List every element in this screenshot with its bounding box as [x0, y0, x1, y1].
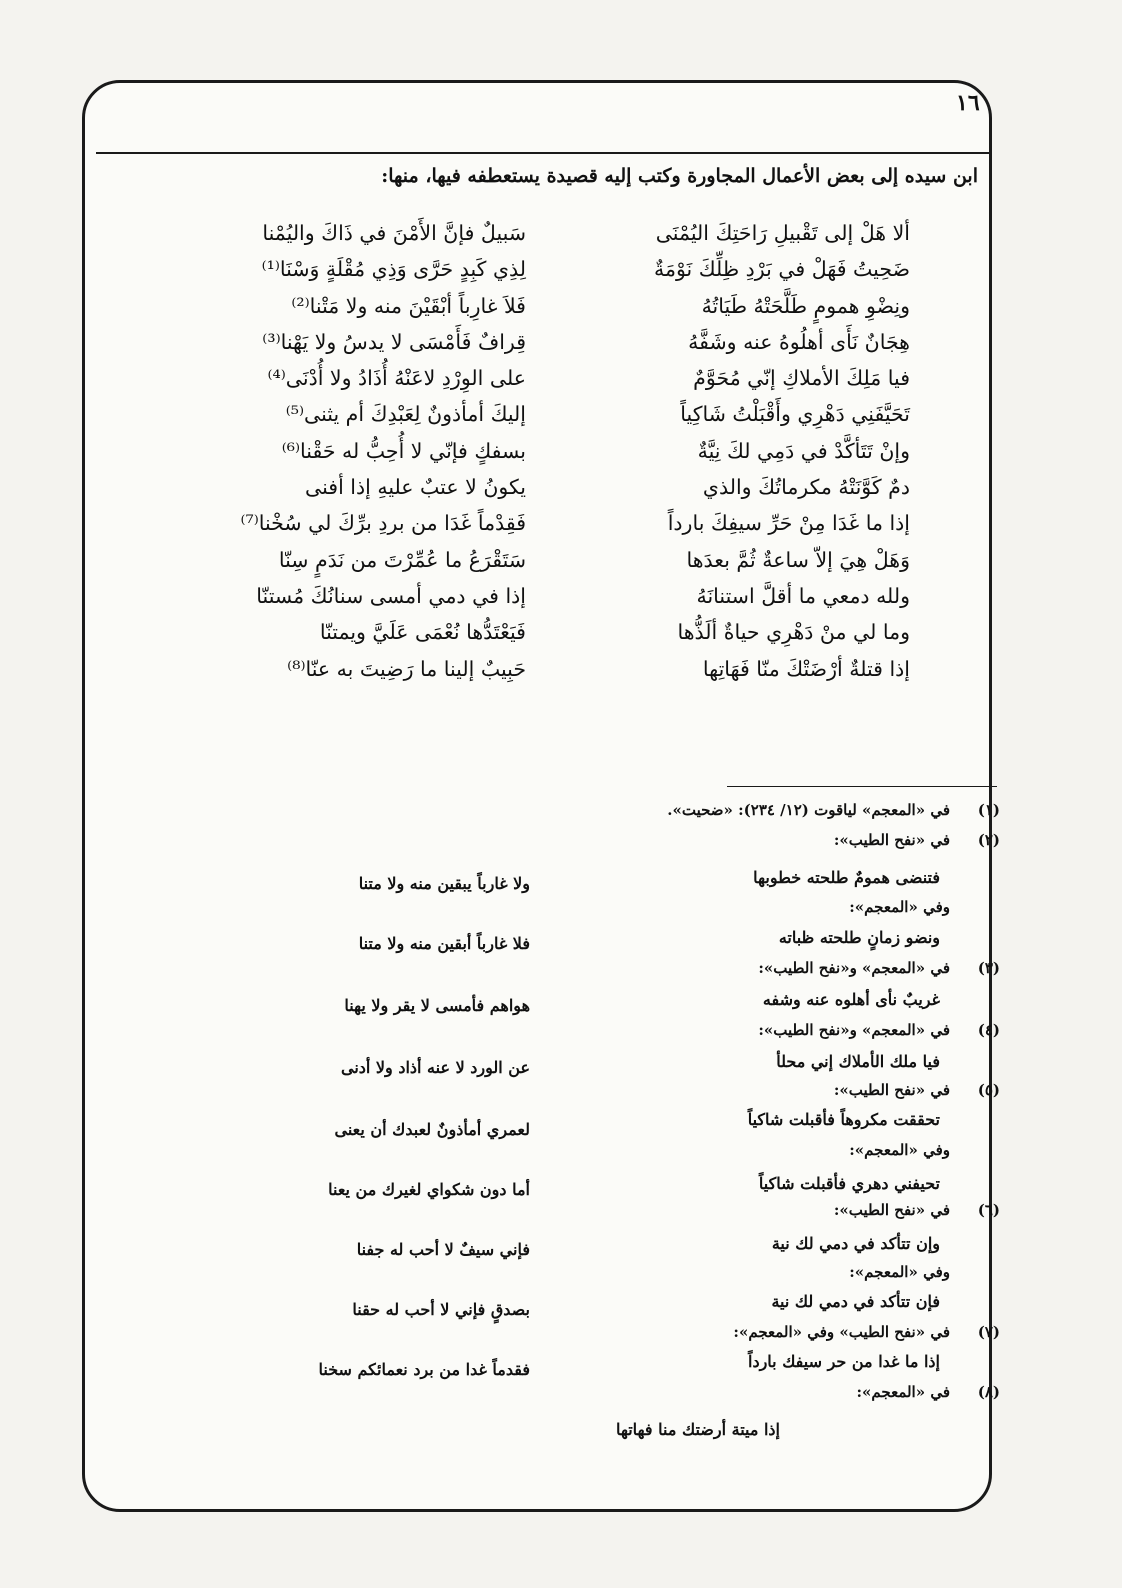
verse-9-left: فَقِدْماً غَدَا من بردِ برِّكَ لي سُخْنا⁽⁷⁾	[240, 511, 526, 536]
footnote-7-source: في «نفح الطيب» وفي «المعجم»:	[733, 1323, 950, 1341]
footnote-4-variant-right: فيا ملك الأملاك إني محلأ	[776, 1052, 940, 1071]
footnote-8-source: في «المعجم»:	[856, 1383, 950, 1401]
verse-3-right: ونِضْوِ همومٍ طَلَّحَتْهُ طَيَاتُهُ	[701, 293, 910, 318]
footnote-5-source-b: وفي «المعجم»:	[849, 1141, 950, 1159]
footnote-7-number: (٧)	[977, 1323, 1000, 1341]
verse-11-right: ولله دمعي ما أقلَّ استنانَهُ	[696, 583, 910, 608]
poem-first-hemistichs	[570, 215, 910, 687]
footnote-3-variant-right: غريبٌ نأى أهلوه عنه وشفه	[762, 990, 940, 1009]
footnote-1-text: في «المعجم» لياقوت (١٢/ ٢٣٤): «ضحيت».	[667, 801, 950, 819]
footnote-2-variant-b-right: ونضو زمانٍ طلحته ظباته	[778, 928, 940, 947]
verse-7-right: وإنْ تَتَأكَّدْ في دَمِي لكَ نِيَّةٌ	[697, 438, 910, 463]
footnote-4-source: في «المعجم» و«نفح الطيب»:	[758, 1021, 950, 1039]
footnote-1-number: (١)	[977, 801, 1000, 819]
verse-1-right: ألا هَلْ إلى تَقْبيلِ رَاحَتِكَ اليُمْنَى	[655, 221, 910, 245]
footnote-2-variant-a-right: فتنضى همومٌ طلحته خطوبها	[753, 868, 940, 887]
footnote-2-number: (٢)	[977, 831, 1000, 849]
footnote-6-source: في «نفح الطيب»:	[833, 1201, 950, 1219]
footnote-2-source: في «نفح الطيب»:	[833, 831, 950, 849]
verse-10-left: سَتَقْرَعُ ما عُمِّرْتَ من نَدَمٍ سِنّا	[278, 547, 526, 572]
verse-13-left: حَبِيبٌ إلينا ما رَضِيتَ به عنّا⁽⁸⁾	[287, 656, 526, 681]
verse-8-left: يكونُ لا عتبٌ عليهِ إذا أفنى	[305, 475, 526, 500]
footnote-5-variant-a-right: تحققت مكروهاً فأقبلت شاكياً	[747, 1110, 940, 1129]
footnote-6-variant-b-right: فإن تتأكد في دمي لك نية	[771, 1292, 940, 1311]
verse-4-right: هِجَانٌ نَأَى أهلُوهُ عنه وشَفَّهُ	[688, 329, 910, 354]
verse-12-right: وما لي منْ دَهْرِي حياةٌ ألَذُّها	[677, 620, 910, 645]
footnote-8-number: (٨)	[977, 1383, 1000, 1401]
verse-2-right: ضَحِيتُ فَهَلْ في بَرْدِ ظِلِّكَ نَوْمَةٌ	[654, 257, 910, 282]
verse-9-right: إذا ما غَدَا مِنْ حَرِّ سيفِكَ بارداً	[667, 511, 910, 536]
footnote-3-variant-left: هواهم فأمسى لا يقر ولا يهنا	[344, 996, 530, 1015]
footnote-5-variant-b-right: تحيفني دهري فأقبلت شاكياً	[758, 1174, 940, 1193]
footnote-6-variant-a-right: وإن تتأكد في دمي لك نية	[771, 1234, 940, 1253]
footnote-5-source: في «نفح الطيب»:	[833, 1081, 950, 1099]
footnote-2-source-b: وفي «المعجم»:	[849, 898, 950, 916]
footnote-rule	[727, 786, 997, 787]
poem-second-hemistichs	[176, 215, 526, 687]
verse-1-left: سَبيلٌ فإنَّ الأَمْنَ في ذَاكَ واليُمْنا	[262, 221, 526, 245]
footnote-2-variant-b-left: فلا غارباً أبقين منه ولا متنا	[358, 934, 530, 953]
footnote-3-source: في «المعجم» و«نفح الطيب»:	[758, 959, 950, 977]
footnote-4-number: (٤)	[977, 1021, 1000, 1039]
footnote-5-variant-b-left: أما دون شكواي لغيرك من يعنا	[328, 1180, 530, 1199]
header-rule	[96, 152, 989, 154]
footnote-2-variant-a-left: ولا غارباً يبقين منه ولا متنا	[358, 874, 530, 893]
verse-6-right: تَحَيَّفَنِي دَهْرِي وأَقْبَلْتُ شَاكِياً	[680, 402, 910, 427]
verse-11-left: إذا في دمي أمسى سنانُكَ مُستنّا	[256, 583, 526, 608]
footnote-3-number: (٣)	[977, 959, 1000, 977]
intro-text: ابن سيده إلى بعض الأعمال المجاورة وكتب إليه قصيدة يستعطفه فيها، منها:	[381, 165, 978, 187]
verse-10-right: وَهَلْ هِيَ إلاّ ساعةٌ ثُمَّ بعدَها	[686, 547, 910, 572]
footnote-6-number: (٦)	[977, 1201, 1000, 1219]
verse-5-left: على الوِرْدِ لاعَنْهُ أُذَادُ ولا أُدْنَى⁽⁴⁾	[267, 366, 526, 391]
footnote-6-variant-b-left: بصدقٍ فإني لا أحب له حقنا	[352, 1300, 530, 1319]
footnote-7-variant-left: فقدماً غدا من برد نعمائكم سخنا	[318, 1360, 530, 1379]
verse-6-left: إليكَ أمأذونٌ لِعَبْدِكَ أم يثنى⁽⁵⁾	[285, 402, 526, 427]
footnote-5-number: (٥)	[977, 1081, 1000, 1099]
footnote-4-variant-left: عن الورد لا عنه أذاد ولا أدنى	[340, 1058, 530, 1077]
footnote-5-variant-a-left: لعمري أمأذونٌ لعبدك أن يعنى	[334, 1120, 530, 1139]
verse-12-left: فَيَعْتَدُّها نُعْمَى عَلَيَّ ويمتنّا	[319, 620, 526, 645]
verse-2-left: لِذِي كَبِدٍ حَرَّى وَذِي مُقْلَةٍ وَسْنَا⁽¹⁾	[261, 257, 526, 282]
verse-7-left: بسفكٍ فإنّي لا أُحِبُّ له حَقْنا⁽⁶⁾	[281, 438, 526, 463]
verse-5-right: فيا مَلِكَ الأملاكِ إنّي مُحَوَّمٌ	[693, 366, 910, 391]
verse-4-left: قِرافٌ فَأَمْسَى لا يدسُ ولا يَهْنا⁽³⁾	[262, 329, 526, 354]
footnote-6-source-b: وفي «المعجم»:	[849, 1263, 950, 1281]
footnote-7-variant-right: إذا ما غدا من حر سيفك بارداً	[748, 1352, 940, 1371]
verse-13-right: إذا قتلةٌ أرْضَتْكَ منّا فَهَاتِها	[702, 656, 910, 681]
page-number: ١٦	[956, 90, 980, 116]
verse-3-left: فَلاَ غارِباً أبْقَيْنَ منه ولا مَتْنا⁽²⁾	[291, 293, 526, 318]
footnote-6-variant-a-left: فإني سيفٌ لا أحب له جفنا	[356, 1240, 530, 1259]
footnote-8-variant: إذا ميتة أرضتك منا فهاتها	[615, 1420, 780, 1439]
verse-8-right: دمٌ كَوَّنَتْهُ مكرماتُكَ والذي	[702, 475, 910, 500]
